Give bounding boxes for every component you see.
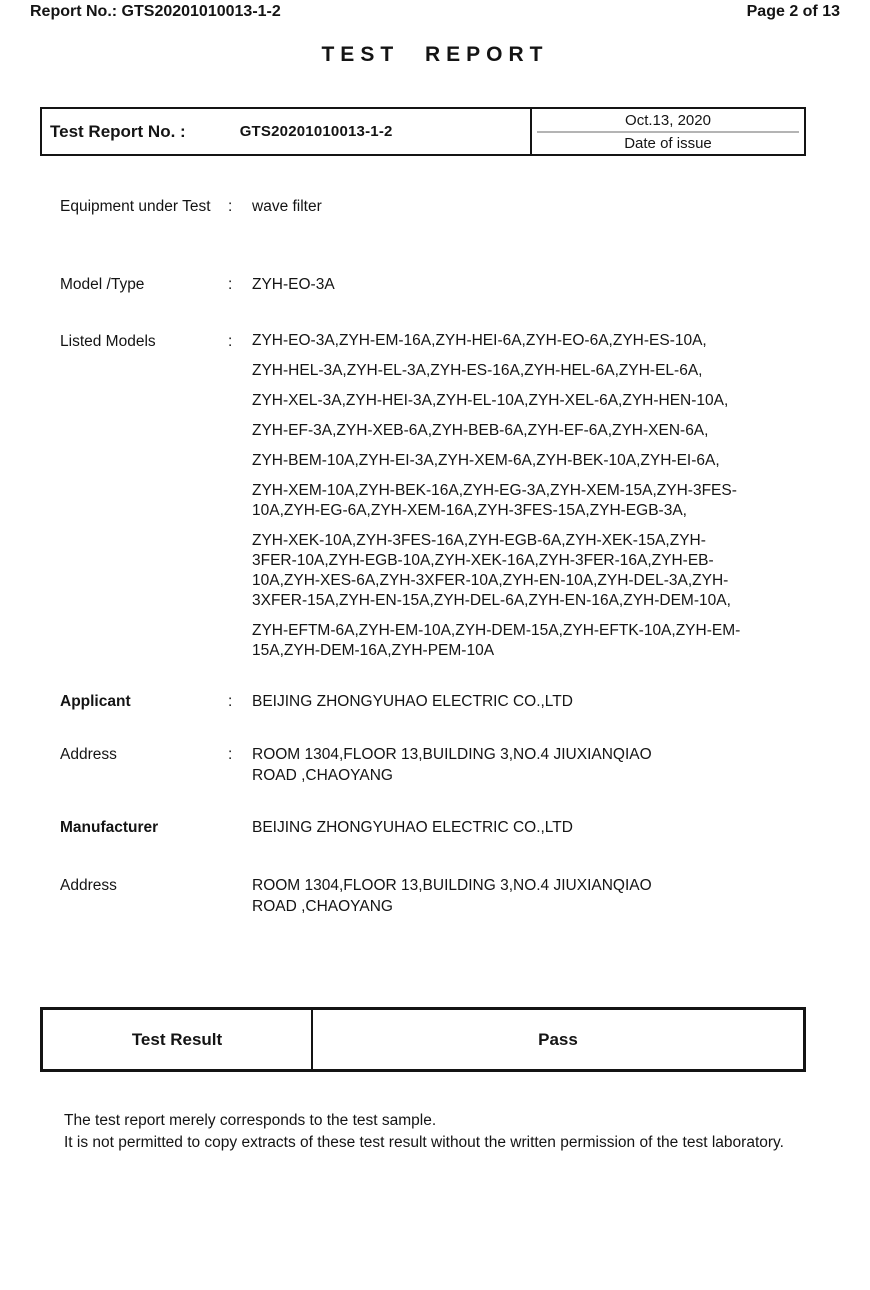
field-manufacturer (60, 817, 807, 838)
page-title: TEST REPORT (321, 43, 549, 66)
field-value (252, 331, 807, 661)
date-of-issue-cell (530, 109, 804, 154)
field-colon: : (228, 333, 233, 350)
field-manufacturer-address (60, 875, 807, 917)
test-result-table (40, 1007, 806, 1072)
issue-date-label: Date of issue (624, 135, 712, 153)
field-label: Model /Type (60, 276, 145, 293)
header-page-info: Page 2 of 13 (746, 3, 840, 20)
test-result-value: Pass (538, 1029, 578, 1049)
field-model-type (60, 274, 807, 295)
report-number-value: GTS20201010013-1-2 (239, 123, 393, 140)
field-colon (228, 875, 252, 917)
field-value: ZYH-EO-3A (252, 276, 335, 293)
model-list-paragraph: ZYH-BEM-10A,ZYH-EI-3A,ZYH-XEM-6A,ZYH-BEK-10A,ZYH-EI-6A, (252, 452, 720, 469)
field-colon: : (228, 693, 233, 710)
field-value: BEIJING ZHONGYUHAO ELECTRIC CO.,LTD (252, 819, 573, 836)
report-number-table (40, 107, 806, 156)
page-running-header (30, 3, 840, 21)
report-number-label: Test Report No. : (50, 121, 186, 141)
field-label: Address (60, 877, 117, 894)
model-list-paragraph: ZYH-XEL-3A,ZYH-HEI-3A,ZYH-EL-10A,ZYH-XEL-6A,ZYH-HEN-10A, (252, 392, 729, 409)
model-list-paragraph: ZYH-HEL-3A,ZYH-EL-3A,ZYH-ES-16A,ZYH-HEL-6A,ZYH-EL-6A, (252, 362, 703, 379)
field-label: Applicant (60, 693, 131, 710)
field-colon: : (228, 746, 233, 763)
model-list-paragraph: ZYH-EO-3A,ZYH-EM-16A,ZYH-HEI-6A,ZYH-EO-6A,ZYH-ES-10A, (252, 332, 707, 349)
field-label: Manufacturer (60, 819, 159, 836)
report-number-cell (42, 109, 530, 154)
disclaimer-line-1: The test report merely corresponds to the test sample. (64, 1112, 437, 1129)
model-list-paragraph: ZYH-EFTM-6A,ZYH-EM-10A,ZYH-DEM-15A,ZYH-EFTK-10A,ZYH-EM- 15A,ZYH-DEM-16A,ZYH-PEM-10A (252, 622, 741, 659)
issue-date-value: Oct.13, 2020 (537, 109, 799, 133)
field-listed-models (60, 331, 807, 661)
test-result-label: Test Result (43, 1010, 313, 1069)
field-value: ROOM 1304,FLOOR 13,BUILDING 3,NO.4 JIUXIANQIAO ROAD ,CHAOYANG (252, 877, 652, 915)
model-list-paragraph: ZYH-XEK-10A,ZYH-3FES-16A,ZYH-EGB-6A,ZYH-XEK-15A,ZYH- 3FER-10A,ZYH-EGB-10A,ZYH-XEK-16A,ZYH-3FER-16A,ZYH-EB- 10A,ZYH-XES-6A,ZYH-3XFER-10A,ZYH-EN-10A,ZYH-DEL-3A,ZYH- 3XFER-15A,ZYH-EN-15A,ZYH-DEL-6A,ZYH-EN-16A,ZYH-DEM-10A, (252, 532, 731, 609)
field-colon: : (228, 276, 233, 293)
header-report-no: Report No.: GTS20201010013-1-2 (30, 3, 281, 20)
field-value: wave filter (252, 198, 322, 215)
field-equipment-under-test (60, 196, 807, 217)
field-applicant-address (60, 744, 807, 786)
field-label: Address (60, 746, 117, 763)
field-applicant (60, 691, 807, 712)
field-label: Listed Models (60, 333, 156, 350)
field-colon: : (228, 198, 233, 215)
model-list-paragraph: ZYH-EF-3A,ZYH-XEB-6A,ZYH-BEB-6A,ZYH-EF-6A,ZYH-XEN-6A, (252, 422, 709, 439)
disclaimer (64, 1110, 830, 1154)
field-colon (228, 817, 252, 838)
model-list-paragraph: ZYH-XEM-10A,ZYH-BEK-16A,ZYH-EG-3A,ZYH-XEM-15A,ZYH-3FES- 10A,ZYH-EG-6A,ZYH-XEM-16A,ZYH-3FES-15A,ZYH-EGB-3A, (252, 482, 737, 519)
field-label: Equipment under Test (60, 198, 211, 215)
field-value: ROOM 1304,FLOOR 13,BUILDING 3,NO.4 JIUXIANQIAO ROAD ,CHAOYANG (252, 746, 652, 784)
disclaimer-line-2: It is not permitted to copy extracts of these test result without the written permission of the test laboratory. (64, 1134, 784, 1151)
field-value: BEIJING ZHONGYUHAO ELECTRIC CO.,LTD (252, 693, 573, 710)
